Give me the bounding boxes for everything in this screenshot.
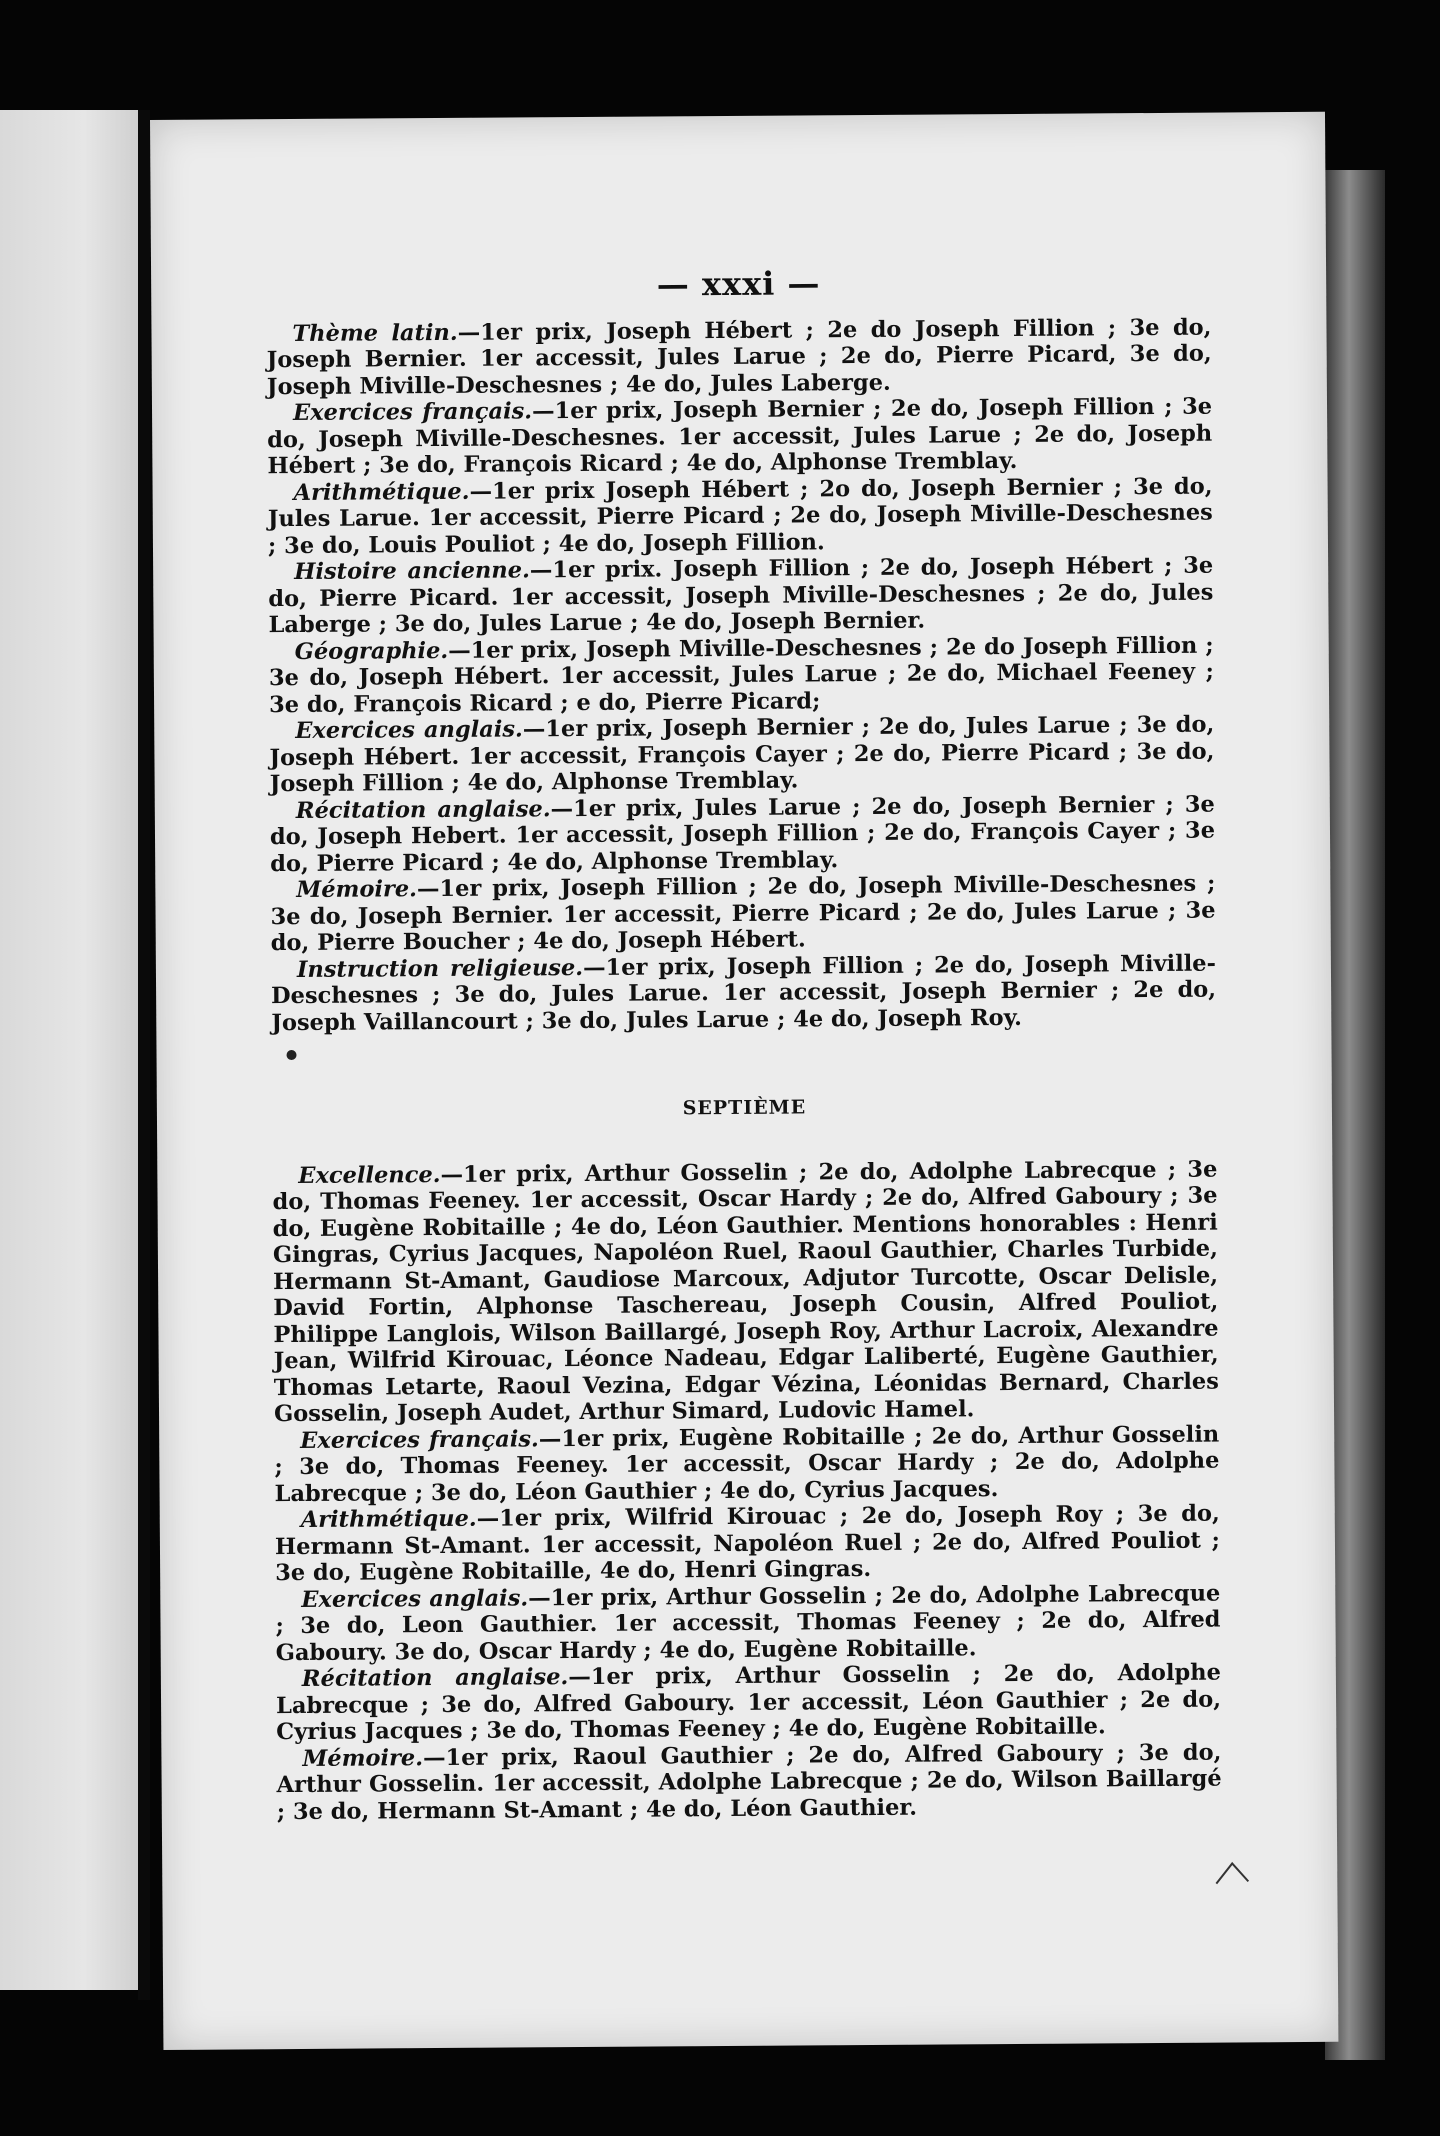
prize-text: —1er prix. Joseph Fillion ; 2e do, Joseph Hébert ; 3e do, Pierre Picard. 1er accessit, Joseph Miville-Deschesnes ; 2e do, Jules Laberge ; 3e do, Jules Larue ; 4e do, Joseph Bernier. [268, 552, 1214, 639]
subject-label: Mémoire. [302, 1744, 424, 1772]
prize-text: —1er prix, Eugène Robitaille ; 2e do, Arthur Gosselin ; 3e do, Thomas Feeney. 1er accessit, Oscar Hardy ; 2e do, Adolphe Labrecque ; 3e do, Léon Gauthier ; 4e do, Cyrius Jacques. [274, 1421, 1220, 1507]
subject-label: Géographie. [294, 637, 449, 665]
prize-entry [270, 871, 1216, 957]
subject-label: Récitation anglaise. [295, 795, 551, 824]
page-number: — xxxi — [656, 264, 821, 304]
prize-text: —1er prix, Joseph Miville-Deschesnes ; 2e do Joseph Fillion ; 3e do, Joseph Hébert. 1er accessit, Jules Larue ; 2e do, Michael Feeney ; 3e do, François Ricard ; e do, Pierre Picard; [268, 632, 1214, 718]
prize-entry [268, 553, 1214, 639]
prize-entry [271, 950, 1217, 1036]
prize-entry [275, 1501, 1221, 1587]
prize-entry [275, 1580, 1221, 1666]
prize-text: —1er prix, Wilfrid Kirouac ; 2e do, Joseph Roy ; 3e do, Hermann St-Amant. 1er accessit, Napoléon Ruel ; 2e do, Alfred Pouliot ; 3e do, Eugène Robitaille, 4e do, Henri Gingras. [274, 1500, 1221, 1587]
prize-text: —1er prix, Joseph Fillion ; 2e do, Joseph Miville-Deschesnes ; 3e do, Jules Larue. 1er accessit, Joseph Bernier ; 2e do, Joseph Vaillancourt ; 3e do, Jules Larue ; 4e do, Joseph Roy. [271, 950, 1217, 1036]
section-heading: SEPTIÈME [682, 1096, 807, 1120]
prize-text: —1er prix, Joseph Bernier ; 2e do, Joseph Fillion ; 3e do, Joseph Miville-Deschesnes. 1er accessit, Jules Larue ; 2e do, Joseph Hébert ; 3e do, François Ricard ; 4e do, Alphonse Tremblay. [267, 393, 1213, 480]
previous-page-edge [0, 110, 140, 1990]
subject-label: Thème latin. [292, 319, 458, 347]
prize-text: —1er prix, Raoul Gauthier ; 2e do, Alfred Gaboury ; 3e do, Arthur Gosselin. 1er accessit, Adolphe Labrecque ; 2e do, Wilson Baillargé ; 3e do, Hermann St-Amant ; 4e do, Léon Gauthier. [276, 1739, 1222, 1825]
page-content [266, 264, 1222, 1826]
prize-entry [276, 1739, 1222, 1825]
prize-list-top [266, 314, 1216, 1036]
subject-label: Exercices anglais. [295, 716, 523, 745]
prize-entry [269, 712, 1215, 798]
prize-text: —1er prix, Joseph Fillion ; 2e do, Joseph Miville-Deschesnes ; 3e do, Joseph Bernier. 1er accessit, Pierre Picard ; 2e do, Jules Larue ; 3e do, Pierre Boucher ; 4e do, Joseph Hébert. [270, 870, 1216, 957]
prize-text: —1er prix, Jules Larue ; 2e do, Joseph Bernier ; 3e do, Joseph Hebert. 1er accessit, Joseph Fillion ; 2e do, François Cayer ; 3e do, Pierre Picard ; 4e do, Alphonse Tremblay. [269, 791, 1216, 877]
subject-label: Exercices français. [300, 1425, 539, 1454]
subject-label: Exercices anglais. [301, 1584, 529, 1613]
subject-label: Instruction religieuse. [296, 954, 584, 983]
subject-label: Arithmétique. [300, 1505, 477, 1533]
subject-label: Histoire ancienne. [294, 557, 530, 586]
subject-label: Récitation anglaise. [301, 1664, 569, 1692]
prize-entry [270, 791, 1216, 877]
subject-label: Mémoire. [296, 876, 418, 903]
prize-text: —1er prix, Joseph Bernier ; 2e do, Jules Larue ; 3e do, Joseph Hébert. 1er accessit, François Cayer ; 2e do, Pierre Picard ; 3e do, Joseph Fillion ; 4e do, Alphonse Tremblay. [269, 711, 1215, 798]
prize-text: —1er prix, Arthur Gosselin ; 2e do, Adolphe Labrecque ; 3e do, Alfred Gaboury. 1er accessit, Léon Gauthier ; 2e do, Cyrius Jacques ; 3e do, Thomas Feeney ; 4e do, Eugène Robitaille. [275, 1659, 1222, 1746]
prize-entry [272, 1156, 1219, 1428]
book-gutter [138, 110, 150, 2000]
subject-label: Arithmétique. [293, 478, 470, 506]
prize-list-bottom [272, 1156, 1222, 1825]
prize-text: —1er prix, Arthur Gosselin ; 2e do, Adolphe Labrecque ; 3e do, Leon Gauthier. 1er accessit, Thomas Feeney ; 2e do, Alfred Gaboury. 3e do, Oscar Hardy ; 4e do, Eugène Robitaille. [275, 1580, 1221, 1666]
prize-entry [276, 1660, 1222, 1746]
prize-text: —1er prix, Joseph Hébert ; 2e do Joseph Fillion ; 3e do, Joseph Bernier. 1er accessit, Jules Larue ; 2e do, Pierre Picard, 3e do, Joseph Miville-Deschesnes ; 4e do, Jules Laberge. [266, 314, 1212, 400]
prize-text: —1er prix, Arthur Gosselin ; 2e do, Adolphe Labrecque ; 3e do, Thomas Feeney. 1er accessit, Oscar Hardy ; 2e do, Alfred Gaboury ; 3e do, Eugène Robitaille ; 4e do, Léon Gauthier. Mentions honorables : Henri Gingras, Cyrius Jacques, Napoléon Ruel, Raoul Gauthier, Charles Turbide, Hermann St-Amant, Gaudiose Marcoux, Adjutor Turcotte, Oscar Delisle, David Fortin, Alphonse Taschereau, Joseph Cousin, Alfred Pouliot, Philippe Langlois, Wilson Baillargé, Joseph Roy, Arthur Lacroix, Alexandre Jean, Wilfrid Kirouac, Léonce Nadeau, Edgar Laliberté, Eugène Gauthier, Thomas Letarte, Raoul Vezina, Edgar Vézina, Léonidas Bernard, Charles Gosselin, Joseph Audet, Arthur Simard, Ludovic Hamel. [272, 1156, 1219, 1428]
bullet-mark [286, 1050, 296, 1060]
subject-label: Exercices français. [292, 398, 533, 427]
prize-entry [269, 632, 1215, 718]
prize-entry [268, 473, 1214, 559]
prize-entry [274, 1421, 1220, 1507]
prize-text: —1er prix Joseph Hébert ; 2o do, Joseph Bernier ; 3e do, Jules Larue. 1er accessit, Pierre Picard ; 2e do, Joseph Miville-Deschesnes ; 3e do, Louis Pouliot ; 4e do, Joseph Fillion. [267, 473, 1213, 559]
pencil-corner-mark [1212, 1857, 1252, 1887]
prize-entry [266, 314, 1212, 400]
document-page [150, 112, 1338, 2050]
subject-label: Excellence. [298, 1161, 441, 1189]
prize-entry [267, 394, 1213, 480]
